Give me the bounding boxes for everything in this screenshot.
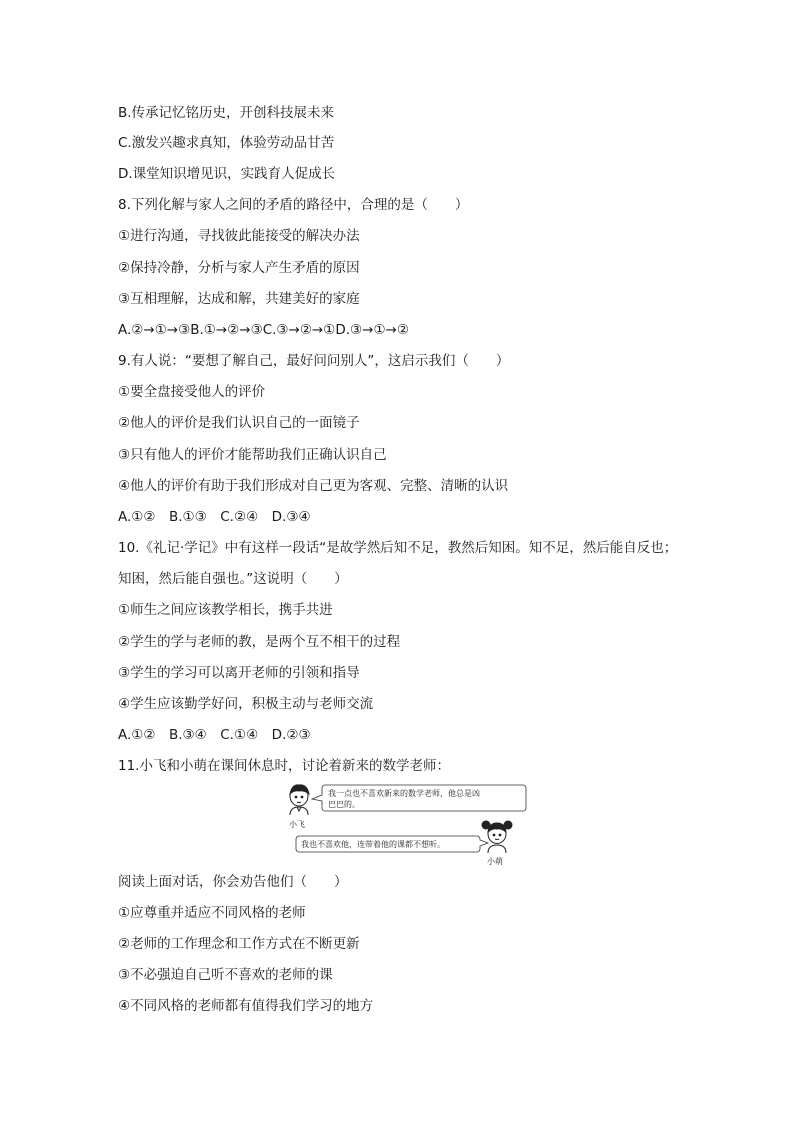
girl-figure [482,821,512,853]
q9-option-4: ④他人的评价有助于我们形成对自己更为客观、完整、清晰的认识 [118,478,509,494]
q9-option-3: ③只有他人的评价才能帮助我们正确认识自己 [118,447,387,463]
question-10: 10.《礼记·学记》中有这样一段话“是故学然后知不足，教然后知困。知不足，然后能自反也； [118,540,678,556]
bubble-2-text: 我也不喜欢他，连带着他的课都不想听。 [301,840,445,849]
q8-option-1: ①进行沟通，寻找彼此能接受的解决办法 [118,228,360,244]
question-9: 9.有人说：“要想了解自己，最好问问别人”，这启示我们（ ） [118,353,510,369]
question-11: 11.小飞和小萌在课间休息时，讨论着新来的数学老师： [118,758,450,774]
bubble-1-line-1: 我一点也不喜欢新来的数学老师，他总是凶 [328,789,480,798]
boy-figure [290,785,309,815]
q10-option-4: ④学生应该勤学好问，积极主动与老师交流 [118,696,374,712]
bubble-1-line-2: 巴巴的。 [328,800,360,809]
line-d: D.课堂知识增见识，实践育人促成长 [118,166,336,182]
q9-option-2: ②他人的评价是我们认识自己的一面镜子 [118,415,360,431]
q11-option-1: ①应尊重并适应不同风格的老师 [118,905,306,921]
q8-option-3: ③互相理解，达成和解，共建美好的家庭 [118,291,360,307]
q9-answers: A.①② B.①③ C.②④ D.③④ [118,509,311,525]
q10-answers: A.①② B.③④ C.①④ D.②③ [118,727,311,743]
q8-answers: A.②→①→③B.①→②→③C.③→②→①D.③→①→② [118,322,409,338]
line-b: B.传承记忆铭历史，开创科技展未来 [118,105,335,121]
q10-option-3: ③学生的学习可以离开老师的引领和指导 [118,665,360,681]
q11-option-4: ④不同风格的老师都有值得我们学习的地方 [118,998,374,1014]
girl-name: 小萌 [487,857,503,866]
question-8: 8.下列化解与家人之间的矛盾的路径中，合理的是（ ） [118,197,469,213]
q11-option-3: ③不必强迫自己听不喜欢的老师的课 [118,967,333,983]
q8-option-2: ②保持冷静，分析与家人产生矛盾的原因 [118,260,360,276]
q10-option-1: ①师生之间应该教学相长，携手共进 [118,602,333,618]
q10-option-2: ②学生的学与老师的教，是两个互不相干的过程 [118,634,401,650]
question-11-prompt: 阅读上面对话，你会劝告他们（ ） [118,874,348,890]
boy-name: 小飞 [289,820,305,829]
comic-illustration [282,783,530,873]
q11-option-2: ②老师的工作理念和工作方式在不断更新 [118,936,360,952]
q9-option-1: ①要全盘接受他人的评价 [118,384,266,400]
line-c: C.激发兴趣求真知，体验劳动品甘苦 [118,135,335,151]
question-10-cont: 知困，然后能自强也。”这说明（ ） [118,571,348,587]
